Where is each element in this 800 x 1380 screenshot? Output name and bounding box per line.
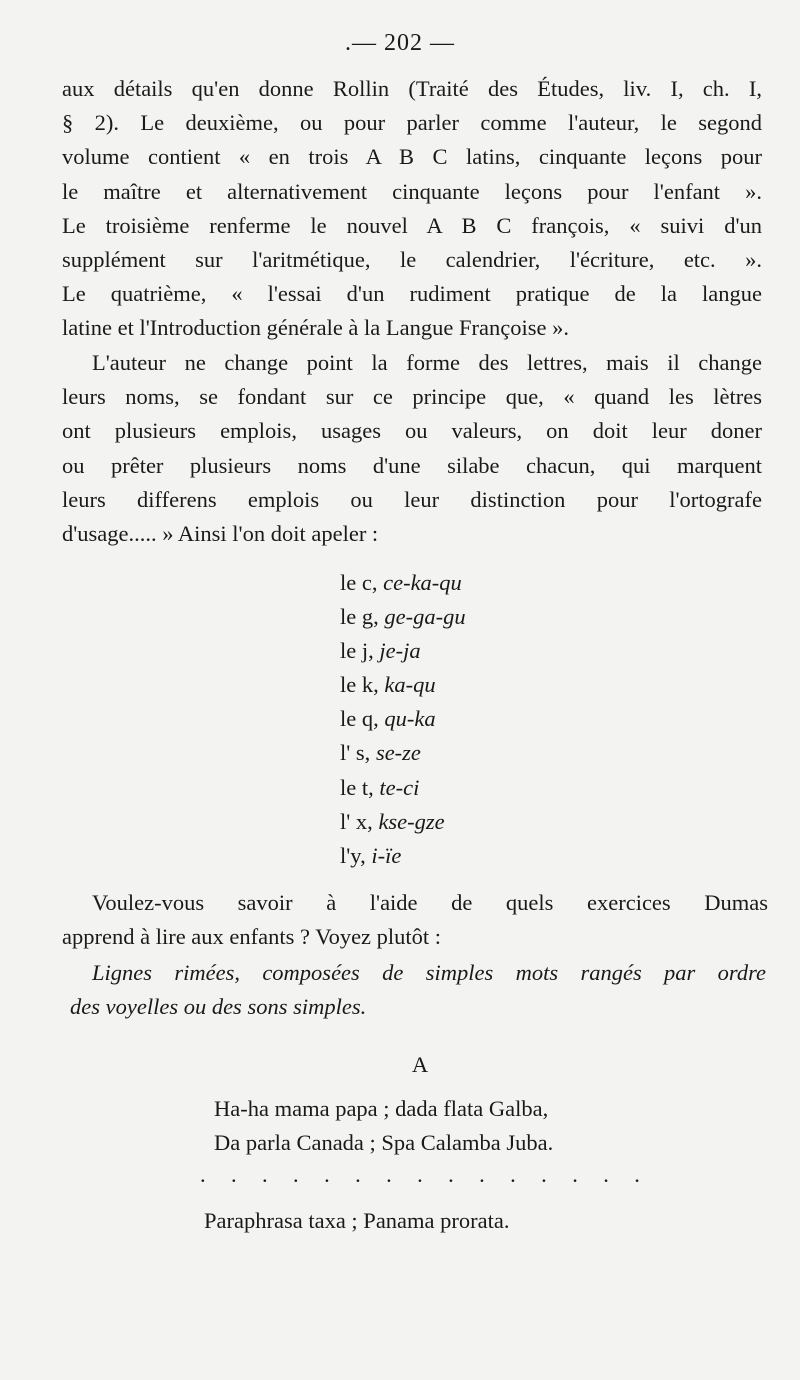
letter-entry bbox=[340, 668, 466, 702]
text-line: ou prêter plusieurs noms d'une silabe chacun, qui marquent bbox=[62, 452, 762, 478]
text-line: le maître et alternativement cinquante leçons pour l'enfant ». bbox=[62, 178, 762, 204]
text-line: leurs noms, se fondant sur ce principe que, « quand les lètres bbox=[62, 384, 762, 410]
dot: . bbox=[324, 1162, 330, 1187]
letter: l' s, bbox=[340, 740, 376, 766]
letter: le c, bbox=[340, 570, 384, 595]
dot: . bbox=[231, 1162, 237, 1187]
text-line: Le troisième renferme le nouvel A B C françois, « suivi d'un bbox=[62, 212, 762, 238]
text-line: d'usage..... » Ainsi l'on doit apeler : bbox=[62, 521, 379, 547]
dot: . bbox=[634, 1162, 640, 1187]
verse-line: Paraphrasa taxa ; Panama prorata. bbox=[204, 1208, 510, 1233]
letter-name-list bbox=[340, 566, 466, 873]
dot: . bbox=[510, 1162, 516, 1187]
text-line: ont plusieurs emplois, usages ou valeurs, on doit leur doner bbox=[62, 418, 762, 444]
letter: le k, bbox=[340, 672, 385, 698]
dot: . bbox=[355, 1162, 361, 1187]
dot: . bbox=[479, 1162, 485, 1187]
letter-syllables: se-ze bbox=[375, 740, 421, 766]
text-line: apprend à lire aux enfants ? Voyez plutôt : bbox=[62, 924, 442, 950]
letter: le g, bbox=[340, 604, 385, 630]
letter-syllables: ka-qu bbox=[384, 672, 436, 698]
dot: . bbox=[448, 1162, 454, 1187]
paragraph-letter-names bbox=[62, 346, 762, 551]
dot: . bbox=[603, 1162, 609, 1187]
section-heading: A bbox=[411, 1052, 429, 1077]
text-line: leurs differens emplois ou leur distinction pour l'ortografe bbox=[62, 486, 762, 512]
text-line: § 2). Le deuxième, ou pour parler comme l'auteur, le segond bbox=[62, 110, 762, 136]
dot: . bbox=[293, 1162, 299, 1187]
text-line: aux détails qu'en donne Rollin (Traité des Études, liv. I, ch. I, bbox=[62, 76, 762, 101]
text-line: latine et l'Introduction générale à la Langue Françoise ». bbox=[62, 315, 569, 341]
paragraph-dumas-exercises bbox=[62, 886, 768, 954]
dot: . bbox=[386, 1162, 392, 1187]
letter-entry bbox=[340, 805, 466, 839]
letter-entry bbox=[340, 702, 466, 736]
letter-entry bbox=[340, 634, 466, 668]
text-line: des voyelles ou des sons simples. bbox=[70, 994, 367, 1020]
text-line: Lignes rimées, composées de simples mots rangés par ordre bbox=[92, 960, 766, 985]
letter-entry bbox=[340, 600, 466, 634]
letter-syllables: ce-ka-qu bbox=[383, 570, 462, 595]
dot: . bbox=[200, 1162, 206, 1187]
letter-syllables: te-ci bbox=[379, 774, 420, 800]
text-line: supplément sur l'aritmétique, le calendrier, l'écriture, etc. ». bbox=[62, 247, 762, 273]
letter-syllables: i-ïe bbox=[371, 842, 402, 868]
dot: . bbox=[262, 1162, 268, 1187]
paragraph-rollin-volumes bbox=[62, 72, 762, 346]
text-line: L'auteur ne change point la forme des lettres, mais il change bbox=[92, 350, 762, 375]
text-line: Voulez-vous savoir à l'aide de quels exercices Dumas bbox=[92, 890, 768, 915]
letter-entry bbox=[340, 771, 466, 805]
letter: le t, bbox=[340, 774, 380, 800]
verse-line: Da parla Canada ; Spa Calamba Juba. bbox=[214, 1130, 554, 1155]
letter-syllables: je-ja bbox=[379, 638, 421, 664]
letter-syllables: ge-ga-gu bbox=[384, 604, 466, 630]
letter-entry bbox=[340, 736, 466, 770]
letter-syllables: kse-gze bbox=[378, 808, 445, 834]
text-line: volume contient « en trois A B C latins, cinquante leçons pour bbox=[62, 144, 762, 170]
dot: . bbox=[572, 1162, 578, 1187]
ellipsis-dots bbox=[200, 1162, 640, 1188]
letter-entry bbox=[340, 839, 466, 873]
letter: le q, bbox=[340, 706, 385, 732]
page-number: .— 202 — bbox=[345, 30, 455, 56]
letter: l'y, bbox=[340, 842, 372, 868]
letter: l' x, bbox=[340, 808, 379, 834]
dot: . bbox=[417, 1162, 423, 1187]
dot: . bbox=[541, 1162, 547, 1187]
letter-syllables: qu-ka bbox=[384, 706, 436, 732]
letter: le j, bbox=[340, 638, 380, 664]
paragraph-rhymed-lines-caption bbox=[70, 956, 766, 1024]
letter-entry bbox=[340, 566, 466, 600]
verse-line: Ha-ha mama papa ; dada flata Galba, bbox=[214, 1096, 549, 1121]
text-line: Le quatrième, « l'essai d'un rudiment pratique de la langue bbox=[62, 281, 762, 307]
